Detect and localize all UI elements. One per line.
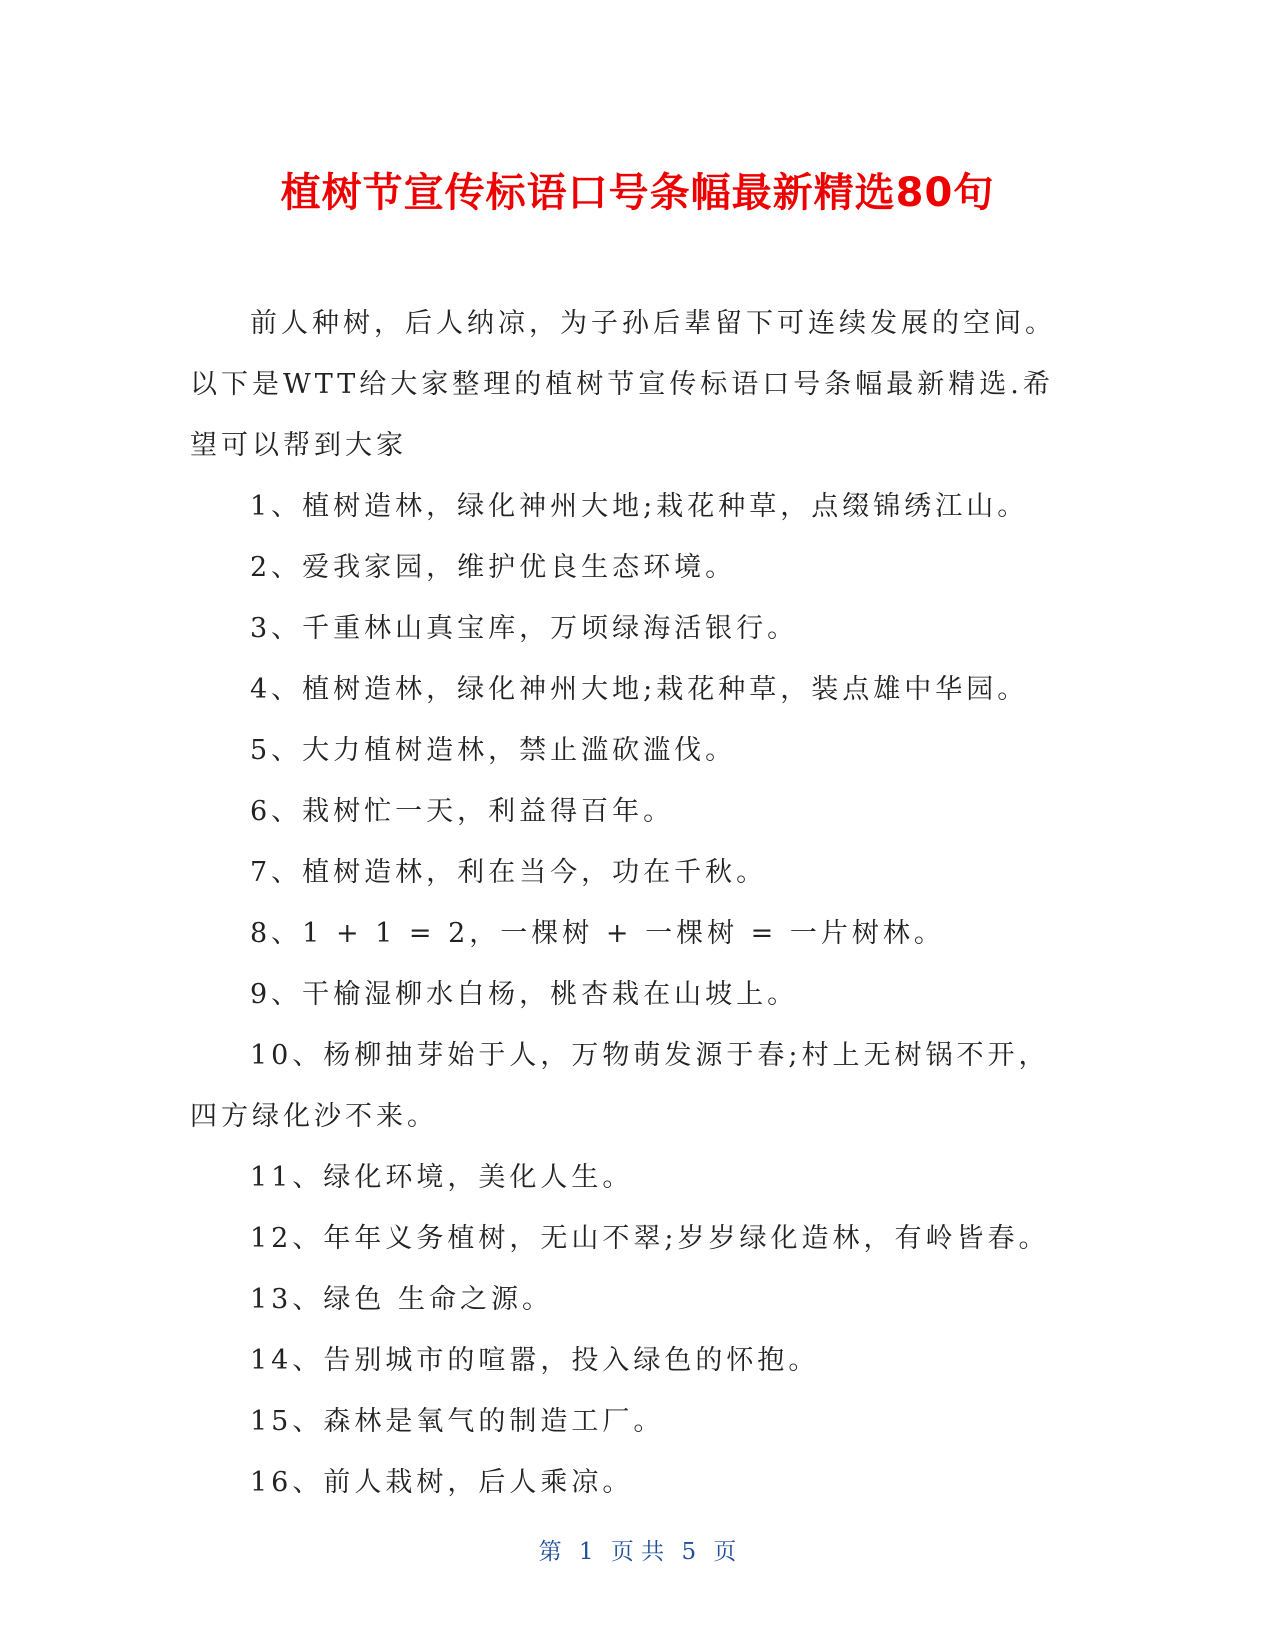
slogan-item-1: 1、植树造林，绿化神州大地;栽花种草，点缀锦绣江山。: [250, 491, 1029, 522]
slogan-item-7: 7、植树造林，利在当今，功在千秋。: [250, 857, 768, 888]
slogan-item-3: 3、千重林山真宝库，万顷绿海活银行。: [250, 613, 799, 644]
slogan-item-10: 10、杨柳抽芽始于人，万物萌发源于春;村上无树锅不开，四方绿化沙不来。: [190, 1040, 1050, 1132]
slogan-item-5: 5、大力植树造林，禁止滥砍滥伐。: [250, 735, 737, 766]
slogan-item-15: 15、森林是氧气的制造工厂。: [250, 1406, 665, 1437]
page-footer: [0, 1536, 1275, 1568]
slogan-item-12: 12、年年义务植树，无山不翠;岁岁绿化造林，有岭皆春。: [250, 1223, 1050, 1254]
footer-prefix: 第: [538, 1539, 562, 1565]
slogan-item-6: 6、栽树忙一天，利益得百年。: [250, 796, 675, 827]
slogan-item-11: 11、绿化环境，美化人生。: [250, 1162, 634, 1193]
slogan-item-8: 8、1 + 1 = 2，一棵树 + 一棵树 = 一片树林。: [250, 918, 945, 949]
footer-suffix: 页: [713, 1539, 737, 1565]
slogan-item-14: 14、告别城市的喧嚣，投入绿色的怀抱。: [250, 1345, 820, 1376]
footer-page-number: 1: [578, 1539, 594, 1565]
slogan-item-16: 16、前人栽树，后人乘凉。: [250, 1467, 634, 1498]
footer-mid: 页 共: [610, 1539, 665, 1565]
slogan-item-2: 2、爱我家园，维护优良生态环境。: [250, 552, 737, 583]
intro-paragraph: 前人种树，后人纳凉，为子孙后辈留下可连续发展的空间。以下是WTT给大家整理的植树节宣传标语口号条幅最新精选.希望可以帮到大家: [190, 308, 1056, 461]
document-title: 植树节宣传标语口号条幅最新精选80句: [280, 170, 995, 216]
footer-total-pages: 5: [681, 1539, 697, 1565]
slogan-item-13: 13、绿色 生命之源。: [250, 1284, 553, 1315]
document-body: [190, 293, 1080, 1513]
slogan-item-4: 4、植树造林，绿化神州大地;栽花种草，装点雄中华园。: [250, 674, 1029, 705]
slogan-item-9: 9、干榆湿柳水白杨，桃杏栽在山坡上。: [250, 979, 799, 1010]
